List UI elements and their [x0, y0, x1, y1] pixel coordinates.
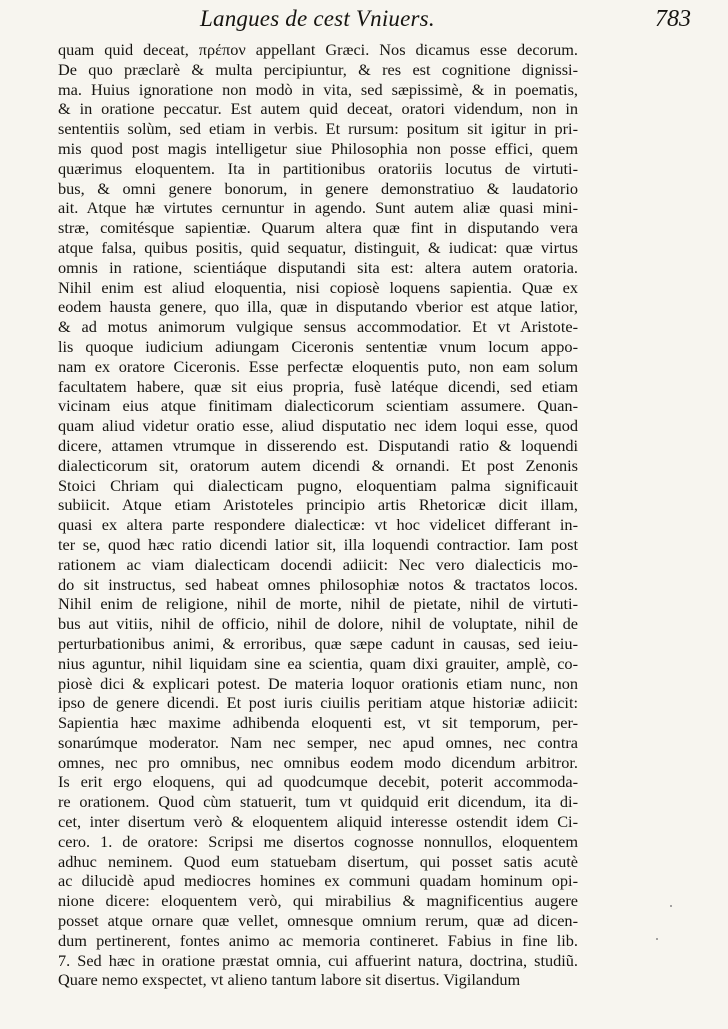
- text-line: Nihil enim est aliud eloquentia, nisi copiosè loquens sapientia. Quæ ex: [58, 277, 578, 297]
- text-line: omnis in ratione, scientiáque disputandi sita est: altera autem oratoria.: [58, 257, 578, 277]
- text-line: dum pertinerent, fontes animo ac memoria contineret. Fabius in fine lib.: [58, 930, 578, 950]
- text-line: quærimus eloquentem. Ita in partitionibus oratoriis locutus de virtuti-: [58, 158, 578, 178]
- text-line: Stoici Chriam qui dialecticam pugno, eloquentiam palma significauit: [58, 475, 578, 495]
- text-line: ac dilucidè apud mediocres homines ex communi quadam hominum opi-: [58, 871, 578, 891]
- text-line: dialecticorum sit, oratorum autem dicendi & ornandi. Et post Zenonis: [58, 455, 578, 475]
- text-line: ait. Atque hæ virtutes cernuntur in agendo. Sunt autem aliæ quasi mini-: [58, 198, 578, 218]
- text-line: bus aut vitiis, nihil de officio, nihil de dolore, nihil de voluptate, nihil de: [58, 614, 578, 634]
- text-line: & ad motus animorum vulgique sensus accommodatior. Et vt Aristote-: [58, 317, 578, 337]
- text-line: & in oratione peccatur. Est autem quid deceat, oratori videndum, non in: [58, 99, 578, 119]
- text-line: quam aliud videtur oratio esse, aliud disputatio nec idem loqui esse, quod: [58, 416, 578, 436]
- body-text: [58, 40, 578, 990]
- text-line: cero. 1. de oratore: Scripsi me disertos cognosse nonnullos, eloquentem: [58, 831, 578, 851]
- text-line: mis quod post magis intelligetur siue Philosophia non posse effici, quem: [58, 138, 578, 158]
- text-line: nione dicere: eloquentem verò, qui mirabilius & magnificentius augere: [58, 891, 578, 911]
- paper-speck: [670, 905, 672, 907]
- text-line: quasi ex altera parte respondere dialecticæ: vt hoc videlicet differant in-: [58, 515, 578, 535]
- text-line: Is erit ergo eloquens, qui ad quodcumque decebit, poterit accommoda-: [58, 772, 578, 792]
- text-line: lis quoque iudicium adiungam Ciceronis sententiæ vnum locum appo-: [58, 336, 578, 356]
- text-line: dicere, attamen vtrumque in disserendo est. Disputandi ratio & loquendi: [58, 435, 578, 455]
- paper-speck: [656, 938, 658, 940]
- text-line: nius aguntur, nihil liquidam sine ea scientia, quam dixi grauiter, amplè, co-: [58, 653, 578, 673]
- text-line: atque falsa, quibus positis, quid sequatur, distinguit, & iudicat: quæ virtus: [58, 237, 578, 257]
- text-line: Sapientia hæc maxime adhibenda eloquenti est, vt sit temporum, per-: [58, 713, 578, 733]
- text-line: ter se, quod hæc ratio dicendi latior sit, illa loquendi contractior. Iam post: [58, 534, 578, 554]
- text-line: omnes, nec pro omnibus, nec omnibus eodem modo dicendum arbitror.: [58, 752, 578, 772]
- text-line: quam quid deceat, πρέπον appellant Græci. Nos dicamus esse decorum.: [58, 40, 578, 59]
- text-line: bus, & omni genere bonorum, in genere demonstratiuo & laudatorio: [58, 178, 578, 198]
- text-line: stræ, comitésque sapientiæ. Quarum altera quæ fint in disputando vera: [58, 218, 578, 238]
- text-line: cet, inter disertum verò & eloquentem aliquid interesse ostendit idem Ci-: [58, 812, 578, 832]
- text-line: Quare nemo exspectet, vt alieno tantum labore sit disertus. Vigilandum: [58, 970, 521, 990]
- text-line: subiicit. Atque etiam Aristoteles principio artis Rhetoricæ dicit illam,: [58, 495, 578, 515]
- text-line: re orationem. Quod cùm statuerit, tum vt quidquid erit dicendum, ita di-: [58, 792, 578, 812]
- text-line: ma. Huius ignoratione non modò in vita, sed sæpissimè, & in poematis,: [58, 79, 578, 99]
- text-line: piosè dici & explicari potest. De materia loquor orationis etiam nunc, non: [58, 673, 578, 693]
- text-line: rationem ac viam dialecticam docendi adiicit: Nec vero dialecticis mo-: [58, 554, 578, 574]
- text-line: Nihil enim de religione, nihil de morte, nihil de pietate, nihil de virtuti-: [58, 594, 578, 614]
- text-line: do sit instructus, sed habeat omnes philosophiæ notos & tractatos locos.: [58, 574, 578, 594]
- text-line: facultatem habere, quæ sit eius propria, fusè latéque dicendi, sed etiam: [58, 376, 578, 396]
- text-line: sonarúmque moderator. Nam nec semper, nec apud omnes, nec contra: [58, 732, 578, 752]
- text-line: adhuc neminem. Quod eum statuebam disertum, qui posset satis acutè: [58, 851, 578, 871]
- text-line: 7. Sed hæc in oratione præstat omnia, cui affuerint natura, doctrina, studiũ.: [58, 950, 578, 970]
- running-head: Langues de cest Vniuers.: [200, 6, 435, 31]
- text-line: posset atque ornare quæ vellet, omnesque omnium rerum, quæ ad dicen-: [58, 911, 578, 931]
- text-line: perturbationibus animi, & erroribus, quæ sæpe cadunt in causas, sed ieiu-: [58, 633, 578, 653]
- page-number: 783: [655, 6, 691, 32]
- text-line: eodem hausta genere, quo illa, quæ in disputando vberior est atque latior,: [58, 297, 578, 317]
- text-line: De quo præclarè & multa percipiuntur, & res est cognitione dignissi-: [58, 59, 578, 79]
- page-header: [0, 6, 728, 38]
- text-line: sententiis solùm, sed etiam in verbis. Et rursum: positum sit igitur in pri-: [58, 119, 578, 139]
- text-line: ipso de genere dicendi. Et post iuris ciuilis peritiam atque historiæ adiicit:: [58, 693, 578, 713]
- text-line: vicinam eius atque finitimam dialecticorum scientiam assumere. Quan-: [58, 396, 578, 416]
- text-line: nam ex oratore Ciceronis. Esse perfectæ eloquentis puto, non eam solum: [58, 356, 578, 376]
